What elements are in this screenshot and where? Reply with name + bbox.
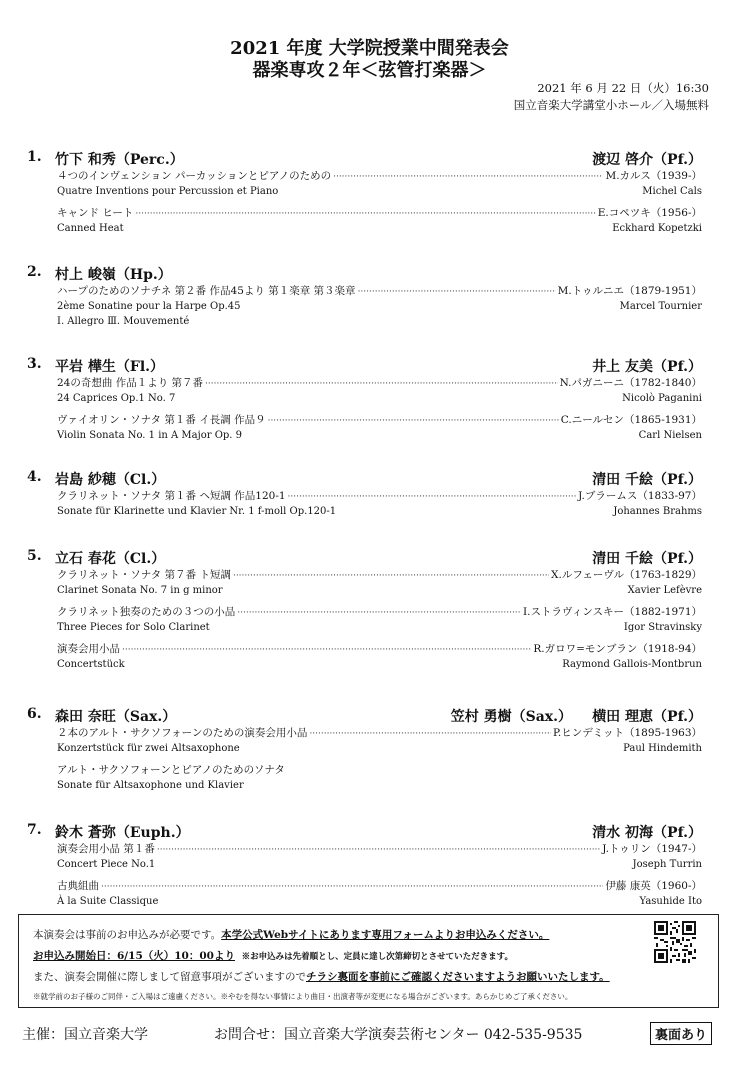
leader-dots	[205, 377, 558, 392]
piece-title-en: Concertstück	[57, 659, 125, 670]
piece	[57, 879, 702, 910]
performer-number: 3.	[27, 356, 42, 372]
notice-start-date: お申込み開始日：6/15（火）10：00より	[33, 950, 235, 962]
piece-title-en-row	[57, 620, 702, 636]
performer-name: 竹下 和秀（Perc.）	[55, 152, 184, 168]
piece-title-en: Concert Piece No.1	[57, 859, 156, 870]
performer-header	[27, 264, 702, 284]
notice-emphasis: 本学公式Webサイトにあります専用フォームよりお申込みください。	[221, 929, 550, 941]
leader-dots	[157, 843, 600, 858]
performer-header	[27, 548, 702, 568]
piece-title-jp: クラリネット・ソナタ 第１番 ヘ短調 作品120-1	[57, 490, 286, 502]
piece	[57, 605, 702, 636]
piece-title-jp: ２本のアルト・サクソフォーンのための演奏会用小品	[57, 727, 308, 739]
leader-dots	[233, 569, 549, 584]
piece-title-jp: 演奏会用小品	[57, 643, 120, 655]
piece-title-jp: ４つのインヴェンション パーカッションとピアノのための	[57, 170, 332, 182]
piece-title-en-row	[57, 778, 702, 794]
composer-en: Michel Cals	[642, 186, 702, 197]
organizer: 主催：国立音楽大学	[22, 1027, 148, 1043]
performer-number: 7.	[27, 822, 42, 838]
piece-title-en: Konzertstück für zwei Altsaxophone	[57, 743, 240, 754]
performer-block	[27, 356, 702, 444]
piece-title-en-row	[57, 504, 702, 520]
piece-title-row	[57, 489, 702, 504]
piece-title-jp: クラリネット・ソナタ 第７番 ト短調	[57, 569, 231, 581]
performer-block	[27, 548, 702, 673]
piece-title-row	[57, 879, 702, 894]
composer-jp: J.トゥリン（1947-）	[602, 843, 702, 855]
leader-dots	[309, 727, 551, 742]
piece-title-en-row	[57, 184, 702, 200]
composer-jp: I.ストラヴィンスキー（1882-1971）	[522, 606, 702, 618]
composer-en: Raymond Gallois-Montbrun	[562, 659, 702, 670]
piece-title-row	[57, 284, 702, 299]
piece-title-en: Canned Heat	[57, 223, 124, 234]
piece-title-en-row	[57, 583, 702, 599]
piece	[57, 763, 702, 794]
performer-block	[27, 822, 702, 910]
performer-name: 平岩 樺生（Fl.）	[55, 359, 165, 375]
piece-title-en: À la Suite Classique	[57, 896, 159, 907]
composer-en: Nicolò Paganini	[622, 393, 702, 404]
notice-text: 本演奏会は事前のお申込みが必要です。	[33, 929, 222, 941]
notice-box	[18, 914, 719, 1008]
piece	[57, 169, 702, 200]
piece-title-en-row	[57, 221, 702, 237]
composer-jp: E.コペツキ（1956-）	[597, 207, 702, 219]
page-subtitle: 器楽専攻２年＜弦管打楽器＞	[252, 60, 487, 81]
notice-line-3	[33, 969, 610, 984]
performer-number: 1.	[27, 149, 42, 165]
composer-en: Xavier Lefèvre	[627, 585, 702, 596]
performer-block	[27, 264, 702, 329]
piece-title-en-row	[57, 857, 702, 873]
event-venue: 国立音楽大学講堂小ホール／入場無料	[513, 98, 709, 112]
performer-header	[27, 356, 702, 376]
piece	[57, 642, 702, 673]
leader-dots	[358, 285, 556, 300]
leader-dots	[268, 414, 559, 429]
leader-dots	[122, 643, 531, 658]
composer-jp: C.ニールセン（1865-1931）	[560, 414, 702, 426]
composer-en: Carl Nielsen	[638, 430, 702, 441]
composer-jp: 伊藤 康英（1960-）	[605, 880, 702, 892]
piece	[57, 568, 702, 599]
composer-jp: X.ルフェーヴル（1763-1829）	[551, 569, 702, 581]
piece-title-jp: アルト・サクソフォーンとピアノのためのソナタ	[57, 764, 285, 776]
piece	[57, 284, 702, 329]
piece-title-row	[57, 642, 702, 657]
performer-name: 森田 奈旺（Sax.）	[55, 709, 177, 725]
accompanist: 横田 理恵（Pf.）	[592, 709, 702, 725]
notice-emphasis: チラシ裏面を事前にご確認くださいますようお願いいたします。	[306, 971, 610, 983]
performer-header	[27, 822, 702, 842]
piece-title-jp: ハープのためのソナチネ 第２番 作品45より 第１楽章 第３楽章	[57, 285, 356, 297]
composer-en: Igor Stravinsky	[623, 622, 702, 633]
piece-title-row	[57, 842, 702, 857]
leader-dots	[237, 606, 521, 621]
piece-title-en: Quatre Inventions pour Percussion et Piano	[57, 186, 279, 197]
leader-dots	[101, 880, 603, 895]
performer-name: 村上 峻嶺（Hp.）	[55, 267, 172, 283]
accompanist: 渡辺 啓介（Pf.）	[592, 152, 702, 168]
notice-line-2	[33, 948, 513, 963]
composer-jp: R.ガロワ=モンブラン（1918-94）	[533, 643, 702, 655]
composer-en: Yasuhide Ito	[639, 896, 702, 907]
leader-dots	[135, 207, 595, 222]
piece-title-en: Sonate für Klarinette und Klavier Nr. 1 f-moll Op.120-1	[57, 506, 337, 517]
piece-title-en: 24 Caprices Op.1 No. 7	[57, 393, 176, 404]
page-title: 2021 年度 大学院授業中間発表会	[230, 38, 509, 59]
performer-header	[27, 469, 702, 489]
piece	[57, 413, 702, 444]
performer-block	[27, 706, 702, 794]
piece-title-en-row	[57, 391, 702, 407]
notice-first-come: ※お申込みは先着順とし、定員に達し次第締切とさせていただきます。	[241, 952, 513, 962]
piece-title-jp: キャンド ヒート	[57, 207, 134, 219]
composer-jp: J.ブラームス（1833-97）	[578, 490, 702, 502]
composer-jp: N.パガニーニ（1782-1840）	[559, 377, 702, 389]
piece-title-jp: ヴァイオリン・ソナタ 第１番 イ長調 作品９	[57, 414, 266, 426]
composer-en: Eckhard Kopetzki	[612, 223, 702, 234]
piece-title-en-row	[57, 894, 702, 910]
performer-header	[27, 149, 702, 169]
piece-title-row	[57, 206, 702, 221]
piece-title-row	[57, 605, 702, 620]
qr-code-icon[interactable]	[654, 921, 696, 963]
back-side-badge: 裏面あり	[650, 1022, 712, 1045]
piece-title-jp: 24の奇想曲 作品１より 第７番	[57, 377, 204, 389]
piece-title-en-row	[57, 299, 702, 315]
performer-number: 4.	[27, 469, 42, 485]
piece-title-row	[57, 763, 702, 778]
composer-jp: P.ヒンデミット（1895-1963）	[552, 727, 702, 739]
composer-en: Johannes Brahms	[613, 506, 702, 517]
accompanist: 井上 友美（Pf.）	[592, 359, 702, 375]
piece-title-row	[57, 169, 702, 184]
piece-title-en: Violin Sonata No. 1 in A Major Op. 9	[57, 430, 243, 441]
piece-title-en: Sonate für Altsaxophone und Klavier	[57, 780, 244, 791]
piece-title-row	[57, 726, 702, 741]
piece-title-row	[57, 413, 702, 428]
piece-title-en: Clarinet Sonata No. 7 in g minor	[57, 585, 223, 596]
piece-title-row	[57, 568, 702, 583]
piece	[57, 376, 702, 407]
piece-title-jp: 演奏会用小品 第１番	[57, 843, 155, 855]
performer-number: 6.	[27, 706, 42, 722]
composer-en: Marcel Tournier	[619, 301, 702, 312]
co-performer: 笠村 勇樹（Sax.）	[450, 709, 572, 725]
performer-block	[27, 469, 702, 520]
piece-title-en: 2ème Sonatine pour la Harpe Op.45	[57, 301, 241, 312]
performer-name: 鈴木 蒼弥（Euph.）	[55, 825, 190, 841]
contact-info: お問合せ：国立音楽大学演奏芸術センター 042-535-9535	[214, 1027, 583, 1043]
notice-line-1	[33, 927, 549, 942]
piece-title-row	[57, 376, 702, 391]
piece	[57, 726, 702, 757]
leader-dots	[288, 490, 577, 505]
accompanist: 清水 初海（Pf.）	[592, 825, 702, 841]
performer-name: 立石 春花（Cl.）	[55, 551, 166, 567]
accompanist: 清田 千絵（Pf.）	[592, 551, 702, 567]
event-info	[514, 80, 709, 114]
performer-number: 5.	[27, 548, 42, 564]
performer-header	[27, 706, 702, 726]
event-datetime: 2021 年 6 月 22 日（火）16:30	[537, 81, 709, 95]
composer-en: Paul Hindemith	[623, 743, 702, 754]
leader-dots	[333, 170, 603, 185]
piece	[57, 489, 702, 520]
notice-small-print: ※就学前のお子様のご同伴・ご入場はご遠慮ください。※やむを得ない事情により曲目・出演者等が変更になる場合がございます。あらかじめご了承ください。	[33, 992, 573, 1001]
movement-list: Ⅰ. Allegro Ⅲ. Mouvementé	[57, 316, 190, 327]
piece	[57, 842, 702, 873]
composer-jp: M.トゥルニエ（1879-1951）	[557, 285, 702, 297]
piece-title-en-row	[57, 428, 702, 444]
composer-en: Joseph Turrin	[632, 859, 702, 870]
piece-title-en: Three Pieces for Solo Clarinet	[57, 622, 210, 633]
piece-title-jp: 古典組曲	[57, 880, 99, 892]
piece-title-jp: クラリネット独奏のための３つの小品	[57, 606, 236, 618]
piece-title-en-row	[57, 657, 702, 673]
performer-block	[27, 149, 702, 237]
composer-jp: M.カルス（1939-）	[605, 170, 702, 182]
performer-name: 岩島 紗穂（Cl.）	[55, 472, 166, 488]
piece	[57, 206, 702, 237]
accompanist: 清田 千絵（Pf.）	[592, 472, 702, 488]
performer-number: 2.	[27, 264, 42, 280]
piece-title-en-row	[57, 741, 702, 757]
notice-text: また、演奏会開催に際しまして留意事項がございますので	[33, 971, 306, 983]
